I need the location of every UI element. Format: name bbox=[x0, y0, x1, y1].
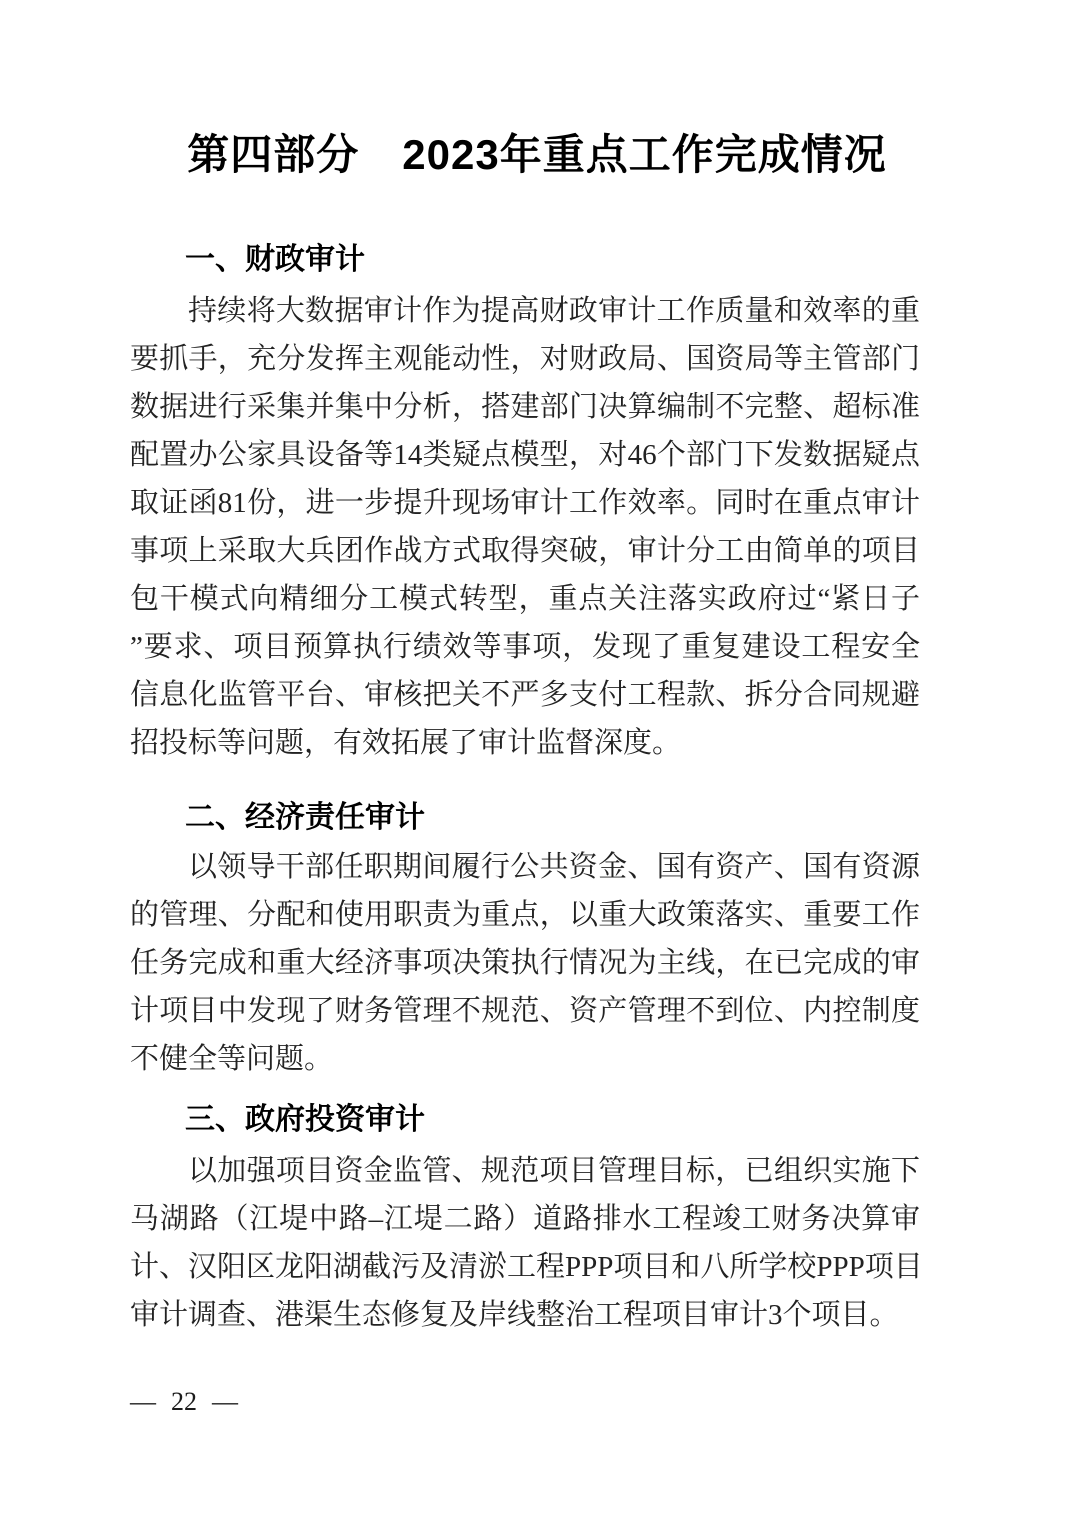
body-line: 事项上采取大兵团作战方式取得突破，审计分工由简单的项目 bbox=[130, 535, 920, 567]
footer-dash-right: — bbox=[212, 1387, 238, 1416]
body-line: 的管理、分配和使用职责为重点，以重大政策落实、重要工作 bbox=[130, 899, 920, 931]
body-line: 包干模式向精细分工模式转型，重点关注落实政府过“紧日子 bbox=[130, 583, 920, 615]
paragraph-economic-responsibility-audit bbox=[130, 843, 920, 1083]
body-line: 信息化监管平台、审核把关不严多支付工程款、拆分合同规避 bbox=[130, 679, 920, 711]
body-line: 以加强项目资金监管、规范项目管理目标，已组织实施下 bbox=[188, 1155, 920, 1187]
body-line: 持续将大数据审计作为提高财政审计工作质量和效率的重 bbox=[188, 295, 920, 327]
body-line: 以领导干部任职期间履行公共资金、国有资产、国有资源 bbox=[188, 851, 920, 883]
footer-dash-left: — bbox=[130, 1387, 156, 1416]
body-line: 马湖路（江堤中路–江堤二路）道路排水工程竣工财务决算审 bbox=[130, 1203, 920, 1235]
body-line: 招投标等问题，有效拓展了审计监督深度。 bbox=[130, 727, 682, 759]
body-line: 计项目中发现了财务管理不规范、资产管理不到位、内控制度 bbox=[130, 995, 920, 1027]
page-number: 22 bbox=[171, 1387, 197, 1416]
document-title: 第四部分 2023年重点工作完成情况 bbox=[187, 131, 887, 178]
body-line: 不健全等问题。 bbox=[130, 1043, 334, 1075]
body-line: ”要求、项目预算执行绩效等事项，发现了重复建设工程安全 bbox=[130, 631, 920, 663]
body-line: 要抓手，充分发挥主观能动性，对财政局、国资局等主管部门 bbox=[130, 343, 920, 375]
page-footer bbox=[130, 1385, 238, 1419]
body-line: 任务完成和重大经济事项决策执行情况为主线，在已完成的审 bbox=[130, 947, 920, 979]
body-line: 数据进行采集并集中分析，搭建部门决算编制不完整、超标准 bbox=[130, 391, 920, 423]
section-heading-government-investment-audit: 三、政府投资审计 bbox=[185, 1103, 425, 1136]
paragraph-government-investment-audit bbox=[130, 1147, 923, 1339]
section-heading-fiscal-audit: 一、财政审计 bbox=[185, 243, 365, 276]
body-line: 计、汉阳区龙阳湖截污及清淤工程PPP项目和八所学校PPP项目 bbox=[130, 1251, 923, 1283]
body-line: 取证函81份，进一步提升现场审计工作效率。同时在重点审计 bbox=[130, 487, 920, 519]
section-heading-economic-responsibility-audit: 二、经济责任审计 bbox=[185, 801, 425, 834]
body-line: 配置办公家具设备等14类疑点模型，对46个部门下发数据疑点 bbox=[130, 439, 920, 471]
paragraph-fiscal-audit bbox=[130, 287, 920, 767]
body-line: 审计调查、港渠生态修复及岸线整治工程项目审计3个项目。 bbox=[130, 1299, 899, 1331]
